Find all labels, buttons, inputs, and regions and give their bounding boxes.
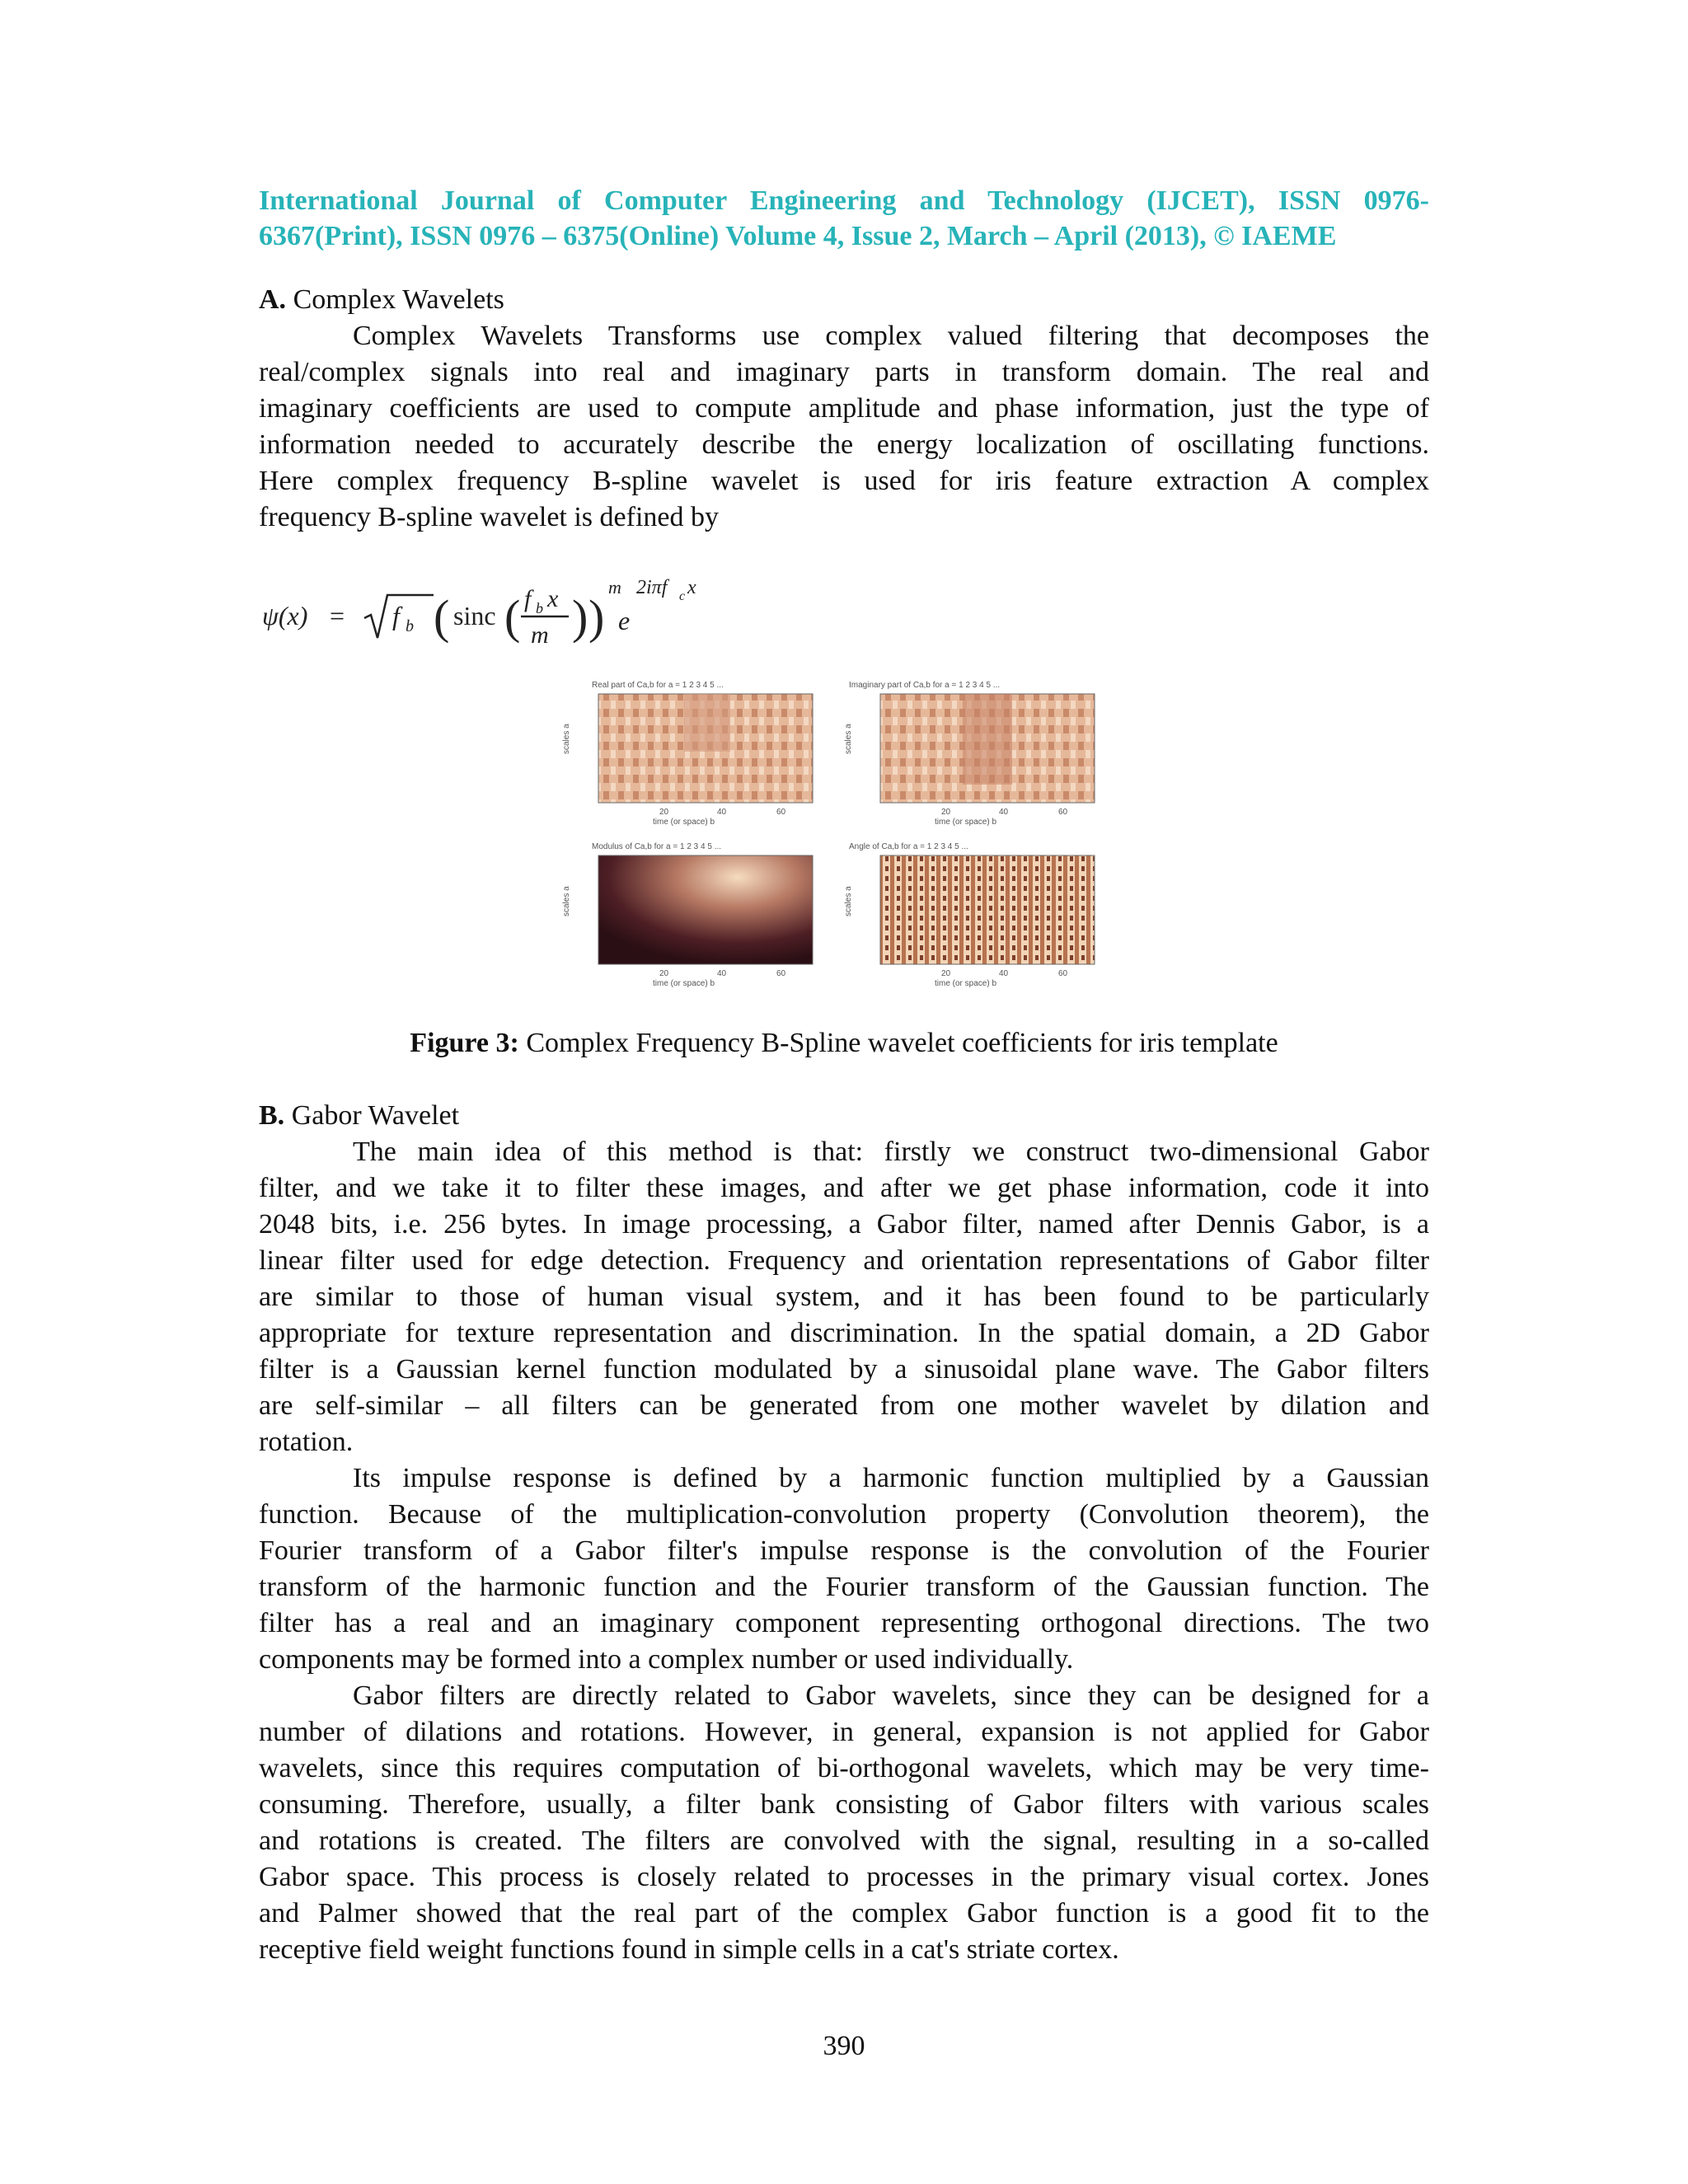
- text-line: rotation.: [259, 1427, 354, 1457]
- eq-exponent-x: x: [687, 577, 696, 598]
- panel-modulus: [562, 842, 813, 988]
- panel-ylabel: scales a: [844, 724, 853, 754]
- figure-caption: [259, 1025, 1429, 1062]
- journal-header: [259, 183, 1429, 254]
- text-line: filter has a real and an imaginary component representing orthogonal directions. The two: [259, 1608, 1429, 1638]
- eq-lhs: ψ(x): [262, 601, 308, 630]
- eq-num-f: f: [524, 585, 532, 612]
- panel-xlabel: time (or space) b: [653, 818, 715, 827]
- tick-label: 20: [659, 969, 669, 978]
- tick-label: 60: [1058, 808, 1068, 817]
- eq-den: m: [531, 621, 549, 649]
- tick-label: 40: [999, 969, 1009, 978]
- text-line: filter, and we take it to filter these images, and after we get phase information, code it into: [259, 1173, 1429, 1203]
- text-line: are self-similar – all filters can be generated from one mother wavelet by dilation and: [259, 1390, 1429, 1421]
- eq-num-sub: b: [536, 600, 543, 616]
- panel-imaginary: [844, 681, 1095, 827]
- text-line: are similar to those of human visual system, and it has been found to be particularly: [259, 1282, 1429, 1312]
- panel-xlabel: time (or space) b: [653, 979, 715, 988]
- eq-inner-paren-open: (: [504, 590, 521, 644]
- text-line: consuming. Therefore, usually, a filter bank consisting of Gabor filters with various scales: [259, 1789, 1429, 1820]
- panel-title: Angle of Ca,b for a = 1 2 3 4 5 ...: [849, 842, 968, 851]
- section-b-paragraph-1: [259, 1134, 1429, 1460]
- eq-sqrt-arg: f: [392, 601, 400, 630]
- text-line: transform of the harmonic function and the Fourier transform of the Gaussian function. The: [259, 1572, 1429, 1602]
- section-b-paragraph-3: [259, 1678, 1429, 1968]
- text-line: filter is a Gaussian kernel function modulated by a sinusoidal plane wave. The Gabor filters: [259, 1354, 1429, 1385]
- panel-angle: [844, 842, 1095, 988]
- plot-area: [598, 855, 813, 964]
- tick-label: 20: [659, 808, 669, 817]
- text-line: number of dilations and rotations. However, in general, expansion is not applied for Gabor: [259, 1717, 1429, 1747]
- section-b-paragraph-2: [259, 1460, 1429, 1678]
- text-line: linear filter used for edge detection. Frequency and orientation representations of Gabor filter: [259, 1245, 1429, 1276]
- eq-sinc: sinc: [453, 601, 496, 630]
- tick-label: 40: [717, 969, 727, 978]
- text-line: function. Because of the multiplication-convolution property (Convolution theorem), the: [259, 1499, 1429, 1530]
- header-line-1: International Journal of Computer Engineering and Technology (IJCET), ISSN 0976-: [259, 185, 1429, 216]
- panel-ylabel: scales a: [562, 724, 571, 754]
- text-line: wavelets, since this requires computation of bi-orthogonal wavelets, which may be very time-: [259, 1753, 1429, 1783]
- eq-exponent-sub: c: [679, 589, 686, 603]
- text-line: frequency B-spline wavelet is defined by: [259, 502, 719, 532]
- text-line: Its impulse response is defined by a harmonic function multiplied by a Gaussian: [353, 1463, 1429, 1493]
- eq-outer-paren-open: (: [434, 590, 450, 644]
- section-b-title: Gabor Wavelet: [291, 1100, 460, 1131]
- eq-power: m: [608, 577, 621, 598]
- panel-xlabel: time (or space) b: [935, 979, 997, 988]
- plot-area: [880, 855, 1095, 964]
- eq-num-x: x: [547, 585, 559, 612]
- text-line: components may be formed into a complex number or used individually.: [259, 1644, 1074, 1675]
- section-a-paragraph: [259, 318, 1429, 536]
- tick-label: 60: [1058, 969, 1068, 978]
- tick-label: 40: [717, 808, 727, 817]
- panel-ylabel: scales a: [844, 886, 853, 916]
- text-line: The main idea of this method is that: firstly we construct two-dimensional Gabor: [353, 1137, 1429, 1167]
- text-line: and rotations is created. The filters are convolved with the signal, resulting in a so-called: [259, 1825, 1429, 1856]
- text-line: 2048 bits, i.e. 256 bytes. In image processing, a Gabor filter, named after Dennis Gabor, is a: [259, 1209, 1429, 1240]
- section-b-heading: [259, 1098, 1429, 1134]
- text-line: Here complex frequency B-spline wavelet is used for iris feature extraction A complex: [259, 466, 1429, 496]
- panel-real: [562, 681, 813, 827]
- section-b-label: B.: [259, 1100, 285, 1131]
- wavelet-figure: [544, 676, 1121, 1005]
- tick-label: 20: [941, 808, 951, 817]
- panel-title: Modulus of Ca,b for a = 1 2 3 4 5 ...: [592, 842, 722, 851]
- header-line-2: 6367(Print), ISSN 0976 – 6375(Online) Volume 4, Issue 2, March – April (2013), © IAEME: [259, 221, 1337, 251]
- plot-detail: [963, 694, 1012, 785]
- caption-text: Complex Frequency B-Spline wavelet coefficients for iris template: [526, 1028, 1278, 1058]
- text-line: and Palmer showed that the real part of the complex Gabor function is a good fit to the: [259, 1898, 1429, 1929]
- page-number: 390: [823, 2031, 865, 2061]
- section-a-heading: [259, 282, 1429, 318]
- caption-label: Figure 3:: [410, 1028, 519, 1058]
- tick-label: 60: [776, 969, 786, 978]
- eq-equals: =: [330, 601, 345, 630]
- tick-label: 20: [941, 969, 951, 978]
- text-line: Gabor filters are directly related to Gabor wavelets, since they can be designed for a: [353, 1680, 1429, 1711]
- plot-detail: [684, 694, 730, 752]
- text-line: real/complex signals into real and imaginary parts in transform domain. The real and: [259, 357, 1429, 387]
- eq-sqrt-sub: b: [406, 617, 414, 635]
- section-a-title: Complex Wavelets: [293, 284, 504, 315]
- panel-title: Imaginary part of Ca,b for a = 1 2 3 4 5 ...: [849, 681, 1001, 690]
- eq-inner-paren-close: ): [572, 590, 588, 644]
- eq-outer-paren-close: ): [588, 590, 605, 644]
- panel-ylabel: scales a: [562, 886, 571, 916]
- text-line: Fourier transform of a Gabor filter's impulse response is the convolution of the Fourier: [259, 1535, 1429, 1566]
- panel-title: Real part of Ca,b for a = 1 2 3 4 5 ...: [592, 681, 724, 690]
- eq-exp-base: e: [618, 606, 631, 635]
- section-a-label: A.: [259, 284, 287, 315]
- eq-exponent: 2iπf: [636, 577, 668, 598]
- panel-xlabel: time (or space) b: [935, 818, 997, 827]
- text-line: Gabor space. This process is closely related to processes in the primary visual cortex. Jones: [259, 1862, 1429, 1892]
- text-line: appropriate for texture representation and discrimination. In the spatial domain, a 2D Gabor: [259, 1318, 1429, 1348]
- wavelet-equation: [259, 565, 753, 656]
- tick-label: 60: [776, 808, 786, 817]
- tick-label: 40: [999, 808, 1009, 817]
- text-line: imaginary coefficients are used to compute amplitude and phase information, just the type of: [259, 393, 1429, 424]
- text-line: Complex Wavelets Transforms use complex valued filtering that decomposes the: [353, 321, 1429, 351]
- text-line: receptive field weight functions found in simple cells in a cat's striate cortex.: [259, 1934, 1119, 1965]
- text-line: information needed to accurately describe the energy localization of oscillating functions.: [259, 429, 1429, 460]
